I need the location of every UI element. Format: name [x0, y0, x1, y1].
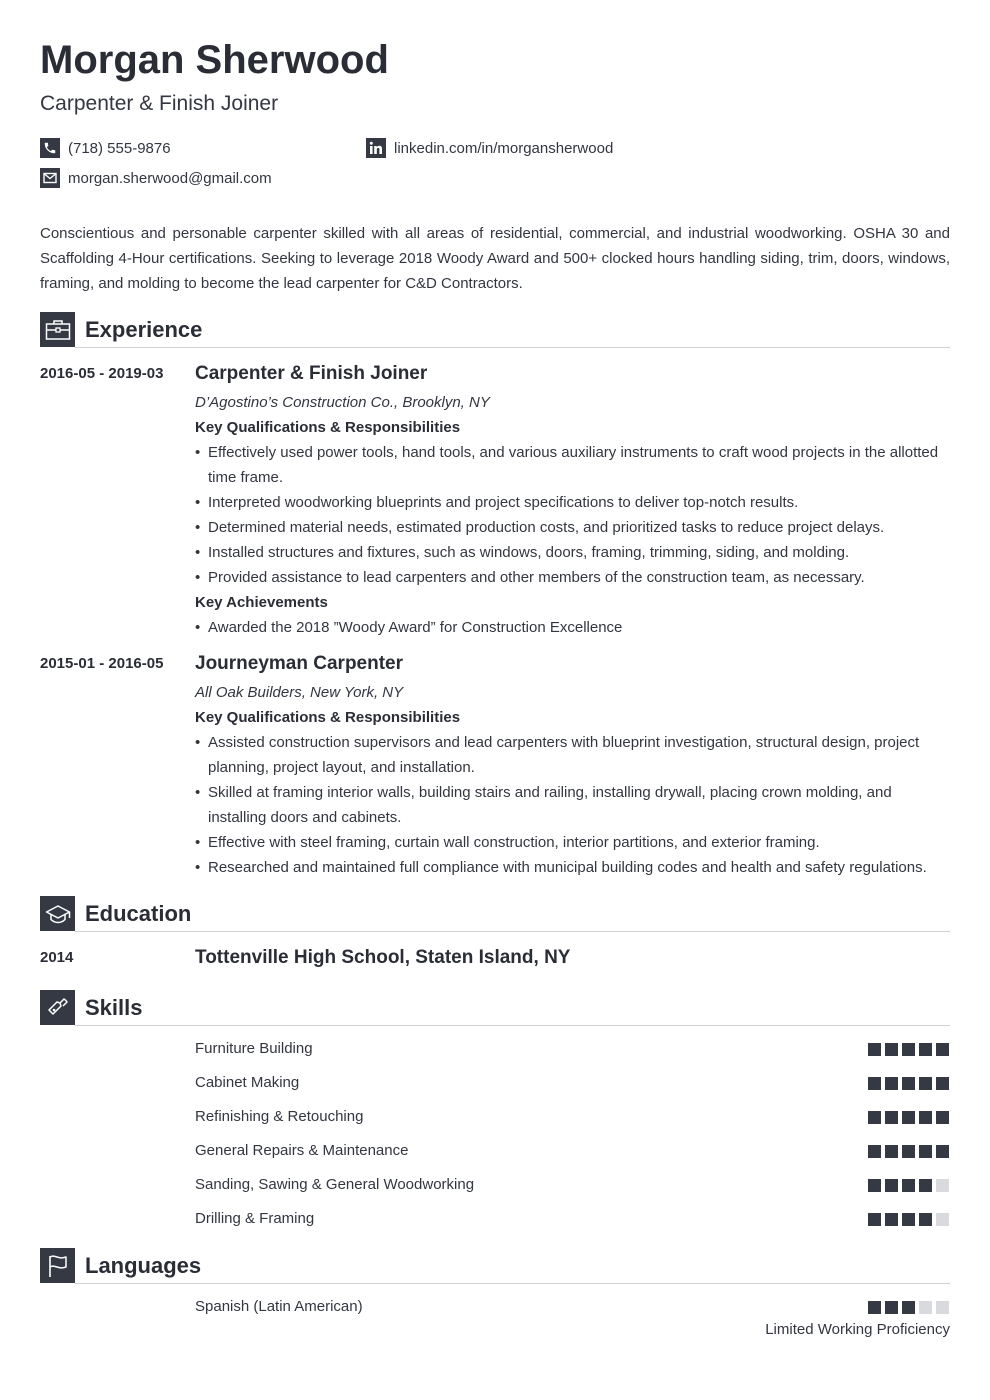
contact-email — [40, 168, 272, 188]
rating-square-filled — [936, 1111, 949, 1124]
job-2-dates: 2015-01 - 2016-05 — [40, 655, 164, 672]
list-item: • Researched and maintained full compliance with municipal building codes and health and safety regulations. — [195, 855, 950, 880]
rating-square-filled — [902, 1077, 915, 1090]
languages-heading: Languages — [85, 1253, 202, 1278]
list-item: • Interpreted woodworking blueprints and project specifications to deliver top-notch results. — [195, 490, 950, 515]
job-2-title: Journeyman Carpenter — [195, 653, 404, 674]
rating-square-filled — [902, 1213, 915, 1226]
phone-text[interactable]: (718) 555-9876 — [68, 139, 171, 157]
rating-square-filled — [902, 1145, 915, 1158]
language-rating — [864, 1301, 949, 1314]
skill-row — [195, 1039, 950, 1059]
list-item: • Effectively used power tools, hand tools, and various auxiliary instruments to craft wood projects in the allotted time frame. — [195, 440, 950, 490]
rating-square-filled — [919, 1077, 932, 1090]
job-1-achievements-list — [195, 615, 950, 640]
section-divider — [75, 1025, 950, 1026]
skill-name: General Repairs & Maintenance — [195, 1142, 409, 1159]
section-divider — [75, 931, 950, 932]
rating-square-filled — [868, 1043, 881, 1056]
rating-square-filled — [919, 1043, 932, 1056]
skill-rating — [864, 1077, 949, 1090]
rating-square-filled — [936, 1145, 949, 1158]
skill-rating — [864, 1213, 949, 1226]
list-item: • Installed structures and fixtures, such as windows, doors, framing, trimming, siding, and molding. — [195, 540, 950, 565]
rating-square-filled — [868, 1179, 881, 1192]
rating-square-filled — [885, 1301, 898, 1314]
rating-square-empty — [919, 1301, 932, 1314]
rating-square-filled — [919, 1145, 932, 1158]
rating-square-filled — [936, 1077, 949, 1090]
job-1-qualifications-list — [195, 440, 950, 590]
rating-square-empty — [936, 1179, 949, 1192]
rating-square-filled — [868, 1301, 881, 1314]
profile-summary: Conscientious and personable carpenter skilled with all areas of residential, commercial, and industrial woodworking. OSHA 30 and Scaffolding 4-Hour certifications. Seeking to leverage 2018 Woody Award and 500+ clocked hours handling siding, trim, doors, windows, framing, and molding to become the lead carpenter for C&D Contractors. — [40, 225, 950, 292]
list-item: • Provided assistance to lead carpenters and other members of the construction team, as necessary. — [195, 565, 950, 590]
job-1-dates: 2016-05 - 2019-03 — [40, 365, 164, 382]
section-divider — [75, 1283, 950, 1284]
list-item: • Skilled at framing interior walls, building stairs and railing, installing drywall, placing crown molding, and installing doors and cabinets. — [195, 780, 950, 830]
job-1-achievements-heading: Key Achievements — [195, 594, 328, 611]
rating-square-filled — [885, 1179, 898, 1192]
phone-icon — [40, 138, 60, 158]
email-text[interactable]: morgan.sherwood@gmail.com — [68, 169, 272, 187]
skills-heading: Skills — [85, 995, 143, 1020]
rating-square-filled — [902, 1111, 915, 1124]
rating-square-filled — [885, 1111, 898, 1124]
language-name: Spanish (Latin American) — [195, 1298, 363, 1315]
rating-square-filled — [919, 1179, 932, 1192]
job-1-qualifications-heading: Key Qualifications & Responsibilities — [195, 419, 461, 436]
education-heading: Education — [85, 901, 192, 926]
rating-square-filled — [902, 1301, 915, 1314]
education-school: Tottenville High School, Staten Island, NY — [195, 947, 571, 968]
job-2-qualifications-heading: Key Qualifications & Responsibilities — [195, 709, 461, 726]
rating-square-filled — [885, 1077, 898, 1090]
rating-square-filled — [885, 1145, 898, 1158]
mail-icon — [40, 168, 60, 188]
rating-square-filled — [919, 1213, 932, 1226]
rating-square-filled — [936, 1043, 949, 1056]
contact-linkedin — [366, 138, 613, 158]
rating-square-empty — [936, 1301, 949, 1314]
linkedin-icon — [366, 138, 386, 158]
skill-name: Refinishing & Retouching — [195, 1108, 364, 1125]
skills-section-header — [40, 990, 950, 1026]
language-row — [195, 1297, 950, 1317]
rating-square-filled — [885, 1043, 898, 1056]
skill-rating — [864, 1043, 949, 1056]
list-item: • Determined material needs, estimated production costs, and prioritized tasks to reduce project delays. — [195, 515, 950, 540]
contact-phone — [40, 138, 171, 158]
rating-square-filled — [902, 1043, 915, 1056]
job-2-qualifications-list — [195, 730, 950, 880]
candidate-role: Carpenter & Finish Joiner — [40, 92, 279, 115]
linkedin-text[interactable]: linkedin.com/in/morgansherwood — [394, 139, 614, 157]
skill-name: Furniture Building — [195, 1040, 313, 1057]
skill-row — [195, 1107, 950, 1127]
rating-square-filled — [919, 1111, 932, 1124]
list-item: • Assisted construction supervisors and lead carpenters with blueprint investigation, structural design, project planning, project layout, and installation. — [195, 730, 950, 780]
graduation-cap-icon — [40, 896, 75, 931]
section-divider — [75, 347, 950, 348]
rating-square-filled — [868, 1111, 881, 1124]
skill-rating — [864, 1179, 949, 1192]
job-1-company: D’Agostino’s Construction Co., Brooklyn, NY — [195, 394, 490, 411]
briefcase-icon — [40, 312, 75, 347]
rating-square-filled — [868, 1145, 881, 1158]
rating-square-filled — [868, 1213, 881, 1226]
skill-name: Sanding, Sawing & General Woodworking — [195, 1176, 475, 1193]
experience-section-header — [40, 312, 950, 348]
experience-heading: Experience — [85, 317, 203, 342]
tools-icon — [40, 990, 75, 1025]
flag-icon — [40, 1248, 75, 1283]
skill-name: Drilling & Framing — [195, 1210, 315, 1227]
skill-row — [195, 1175, 950, 1195]
job-2-company: All Oak Builders, New York, NY — [195, 684, 404, 701]
rating-square-empty — [936, 1213, 949, 1226]
skill-row — [195, 1209, 950, 1229]
skill-rating — [864, 1145, 949, 1158]
list-item: • Effective with steel framing, curtain wall construction, interior partitions, and exterior framing. — [195, 830, 950, 855]
language-proficiency: Limited Working Proficiency — [765, 1321, 950, 1338]
candidate-name: Morgan Sherwood — [40, 38, 389, 82]
education-section-header — [40, 896, 950, 932]
rating-square-filled — [885, 1213, 898, 1226]
rating-square-filled — [902, 1179, 915, 1192]
rating-square-filled — [868, 1077, 881, 1090]
job-1-title: Carpenter & Finish Joiner — [195, 363, 428, 384]
skill-name: Cabinet Making — [195, 1074, 300, 1091]
education-year: 2014 — [40, 949, 74, 966]
skill-row — [195, 1073, 950, 1093]
list-item: • Awarded the 2018 ”Woody Award” for Construction Excellence — [195, 615, 950, 640]
skill-rating — [864, 1111, 949, 1124]
skill-row — [195, 1141, 950, 1161]
languages-section-header — [40, 1248, 950, 1284]
